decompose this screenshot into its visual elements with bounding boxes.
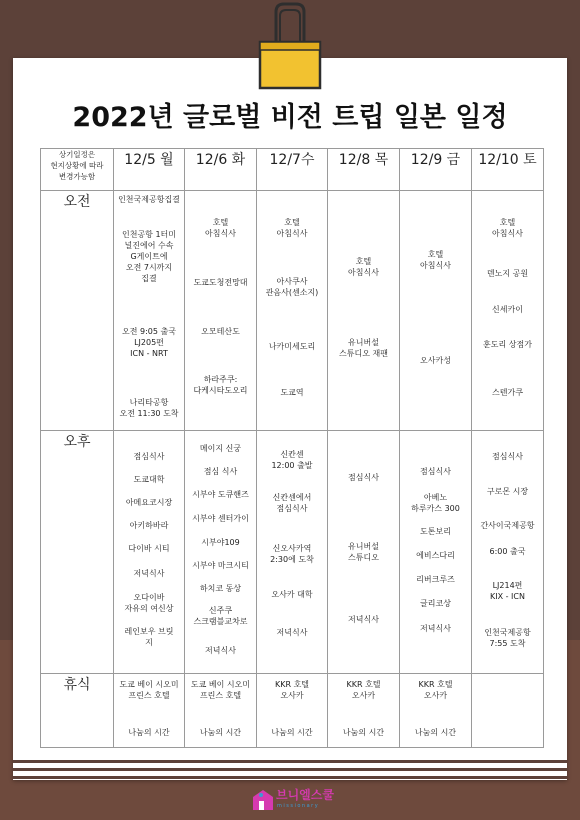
schedule-item: 도톤보리 [420, 527, 451, 536]
header-row [41, 149, 544, 191]
schedule-item: 인천국제공항집결 [118, 195, 180, 204]
schedule-item: 에비스다리 [416, 551, 455, 560]
schedule-item: 인천국제공항 7:55 도착 [484, 628, 531, 648]
schedule-cell [114, 431, 185, 674]
schedule-item: 다이바 시티 [128, 544, 170, 553]
schedule-item: 아메요코시장 [125, 498, 173, 507]
paper-stripe [13, 760, 567, 763]
rest-row [41, 674, 544, 748]
schedule-cell [400, 191, 472, 431]
schedule-cell [185, 431, 257, 674]
schedule-item: 시부야 마크시티 [192, 561, 249, 570]
schedule-cell [114, 191, 185, 431]
schedule-item: 유니버설 스튜디오 [348, 542, 379, 562]
schedule-item: 신주쿠 스크램블교차로 [193, 606, 248, 626]
schedule-item: 오사카 대학 [271, 590, 313, 599]
schedule-item: 도쿄 베이 시오미 프린스 호텔 [190, 680, 251, 700]
logo-text: 브니엘스쿨 [276, 788, 334, 802]
afternoon-row [41, 431, 544, 674]
schedule-item: 점심식사 [492, 452, 523, 461]
schedule-cell [257, 431, 328, 674]
schedule-cell [472, 191, 544, 431]
schedule-item: KKR 호텔 오사카 [346, 680, 381, 700]
schedule-cell [472, 431, 544, 674]
schedule-item: 점심식사 [348, 473, 379, 482]
binder-clip-icon [256, 0, 324, 94]
schedule-item: 간사이국제공항 [480, 521, 535, 530]
schedule-item: LJ214편 KIX - ICN [490, 581, 525, 601]
schedule-cell [185, 674, 257, 748]
schedule-cell [328, 431, 400, 674]
schedule-item: 호텔 아침식사 [276, 218, 308, 238]
schedule-item: 하라주쿠: 다케시타도오리 [193, 375, 248, 395]
schedule-item: 나눔의 시간 [414, 728, 457, 737]
schedule-item: 나카미세도리 [268, 342, 316, 351]
schedule-item: 도쿄역 [280, 388, 304, 397]
day-header: 12/9 금 [400, 149, 472, 191]
schedule-item: 저녁식사 [276, 628, 308, 637]
schedule-item: 덴노지 공원 [486, 269, 529, 278]
schedule-item: 나눔의 시간 [199, 728, 242, 737]
corner-note-text: 상기일정은 현지상황에 따라 변경가능함 [50, 150, 104, 181]
schedule-cell [257, 191, 328, 431]
schedule-item: 아베노 하루카스 300 [411, 493, 460, 513]
schedule-cell [257, 674, 328, 748]
corner-note [41, 149, 114, 191]
schedule-item: KKR 호텔 오사카 [274, 680, 310, 700]
schedule-cell [400, 674, 472, 748]
schedule-item: 신세카이 [492, 305, 523, 314]
day-header: 12/8 목 [328, 149, 400, 191]
schedule-cell [472, 674, 544, 748]
schedule-item: 오전 9:05 출국 LJ205편 ICN - NRT [122, 327, 176, 358]
schedule-item: 유니버설 스튜디오 재팬 [339, 338, 388, 358]
schedule-item: 시부야 도큐핸즈 [192, 490, 249, 499]
schedule-item: 나눔의 시간 [342, 728, 385, 737]
schedule-item: 스텐가쿠 [492, 388, 523, 397]
schedule-item: 호텔 아침식사 [492, 218, 523, 238]
schedule-item: 오다이바 자유의 여신상 [124, 593, 174, 613]
schedule-item: 신칸센 12:00 출발 [271, 450, 313, 470]
schedule-item: 나눔의 시간 [128, 728, 170, 737]
schedule-item: 저녁식사 [348, 615, 379, 624]
schedule-item: 시부야109 [201, 538, 240, 547]
schedule-item: 훈도리 상점가 [483, 340, 532, 349]
schedule-item: 아사쿠사 관음사(센소지) [265, 277, 319, 297]
schedule-item: 호텔 아침식사 [205, 218, 236, 238]
day-header: 12/7수 [257, 149, 328, 191]
schedule-cell [185, 191, 257, 431]
paper-stripe [13, 776, 567, 779]
schedule-item: 구로몬 시장 [486, 487, 529, 496]
schedule-item: 신오사카역 2:30에 도착 [270, 544, 314, 564]
schedule-item: 도쿄대학 [133, 475, 165, 484]
schedule-table [40, 148, 544, 748]
schedule-item: 시부야 센터가이 [192, 514, 249, 523]
day-header: 12/5 월 [114, 149, 185, 191]
schedule-cell [400, 431, 472, 674]
schedule-item: 6:00 출국 [489, 547, 526, 556]
schedule-cell [114, 674, 185, 748]
schedule-item: 오모테산도 [201, 327, 240, 336]
schedule-item: 리버크루즈 [416, 575, 455, 584]
schedule-item: 저녁식사 [133, 569, 165, 578]
schedule-item: 신칸센에서 점심식사 [272, 493, 312, 513]
schedule-item: 호텔 아침식사 [420, 250, 451, 270]
paper-stripe [13, 768, 567, 771]
schedule-item: 저녁식사 [205, 646, 236, 655]
page-title: 2022년 글로벌 비전 트립 일본 일정 [72, 102, 508, 133]
schedule-item: 점심식사 [133, 452, 165, 461]
schedule-item: 도쿄 베이 시오미 프린스 호텔 [119, 680, 179, 700]
schedule-item: 인천공항 1터미 널진에어 수속 G게이트에 오전 7시까지 집결 [121, 230, 176, 283]
schedule-item: 호텔 아침식사 [348, 257, 379, 277]
schedule-item: 도쿄도청전망대 [193, 278, 248, 287]
day-header: 12/10 토 [472, 149, 544, 191]
schedule-item: 점심 식사 [203, 467, 238, 476]
schedule-item: 점심식사 [420, 467, 451, 476]
schedule-item: 저녁식사 [420, 624, 451, 633]
schedule-item: KKR 호텔 오사카 [418, 680, 453, 700]
period-label-morning: 오전 [41, 191, 114, 431]
schedule-item: 글리코상 [420, 599, 451, 608]
schedule-item: 하치코 동상 [199, 584, 242, 593]
schedule-item: 레인보우 브릿 지 [124, 627, 174, 647]
schedule-item: 아키하바라 [129, 521, 169, 530]
schedule-item: 나눔의 시간 [271, 728, 313, 737]
period-label-rest: 휴식 [41, 674, 114, 748]
morning-row [41, 191, 544, 431]
period-label-afternoon: 오후 [41, 431, 114, 674]
logo-subtext: missionary [277, 803, 320, 809]
schedule-item: 오사카성 [420, 356, 451, 365]
schedule-cell [328, 191, 400, 431]
schedule-item: 나리타공항 오전 11:30 도착 [119, 398, 179, 418]
schedule-item: 메이지 신궁 [199, 444, 242, 453]
day-header: 12/6 화 [185, 149, 257, 191]
schedule-cell [328, 674, 400, 748]
